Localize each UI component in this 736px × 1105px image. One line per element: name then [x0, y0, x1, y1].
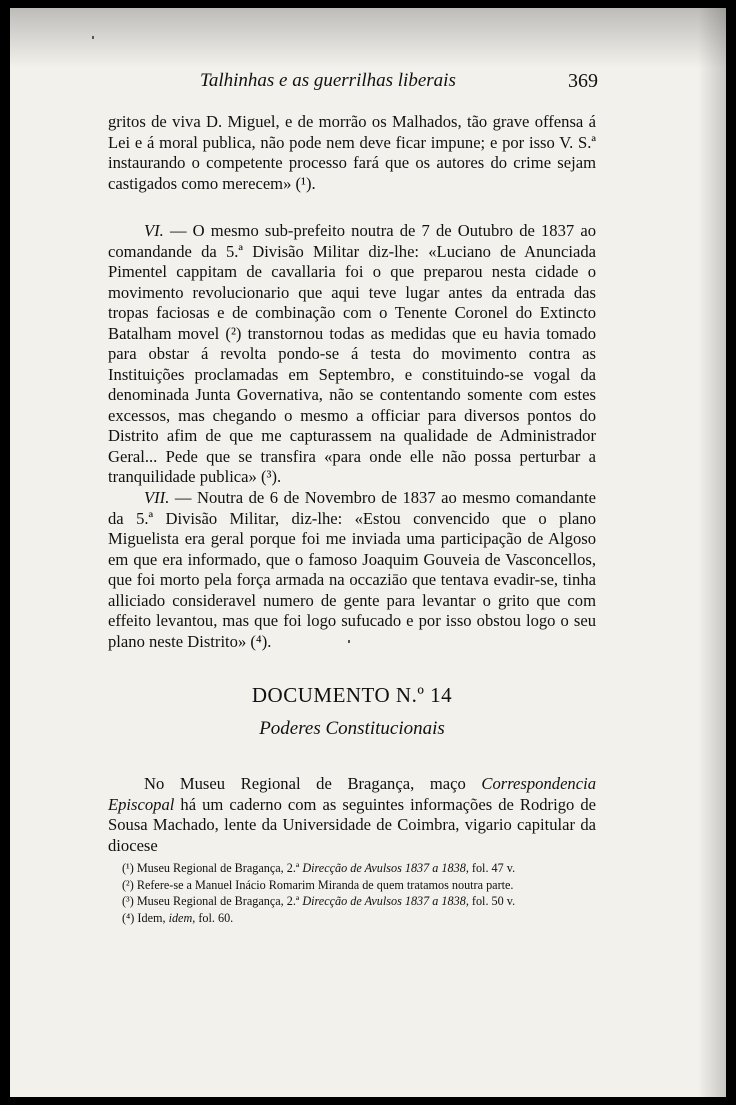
scan-speck: [92, 36, 94, 39]
document-title: DOCUMENTO N.º 14: [251, 683, 453, 707]
footnote-1: [122, 860, 592, 877]
paragraph-vi: [108, 221, 596, 488]
paragraph-doc14: [108, 774, 596, 856]
document-subtitle: Poderes Constitucionais: [259, 718, 445, 739]
scan-speck: [348, 640, 350, 643]
paragraph-1: [108, 112, 596, 194]
footnote-text: Museu Regional de Bragança, 2.ª: [133, 894, 303, 908]
page-number: 369: [568, 70, 598, 92]
section-label-vi: VI.: [144, 221, 164, 240]
paragraph-1-text: gritos de viva D. Miguel, e de morrão os Malhados, tão grave offensa á Lei e á moral publica, não pode nem deve ficar impune; e por isso V. S.ª instaurando o competente processo fará que os autores do crime sejam castigados como merecem» (¹).: [108, 112, 596, 193]
paragraph-doc14-after: há um caderno com as seguintes informações de Rodrigo de Sousa Machado, lente da Universidade de Coimbra, vigario capitular da diocese: [108, 794, 596, 855]
footnote-text-end: , fol. 50 v.: [465, 894, 516, 908]
footnote-text: Idem,: [134, 910, 169, 925]
footnote-3: [122, 893, 592, 910]
paragraph-doc14-before: No Museu Regional de Bragança, maço: [144, 774, 482, 793]
footnotes: [122, 860, 592, 926]
paragraph-vii-body: — Noutra de 6 de Novembro de 1837 ao mesmo comandante da 5.ª Divisão Militar, diz-lhe: «Estou convencido que o plano Miguelista era geral porque foi me inviada uma participação de Algoso em que era informado, que o famoso Joaquim Gouveia de Vasconcellos, que foi morto pela força armada na occaziāo que tentava evadir-se, tinha alliciado consideravel numero de gente para levantar o grito que com effeito levantou, mas que foi logo sufucado e por isso obstou logo o seu plano neste Distrito» (⁴).: [108, 488, 596, 651]
paragraph-vii: [108, 488, 596, 652]
footnote-italic: Direcção de Avulsos 1837 a 1838: [302, 894, 466, 908]
paragraph-vii-text: [108, 488, 596, 652]
running-header: Talhinhas e as guerrilhas liberais: [200, 70, 456, 91]
book-page: [10, 8, 726, 1097]
paragraph-doc14-italic: Correspondencia Episcopal: [108, 774, 596, 814]
footnote-text: Refere-se a Manuel Inácio Romarim Miranda de quem tratamos noutra parte.: [133, 877, 514, 892]
footnote-italic: idem: [168, 910, 193, 925]
paragraph-doc14-text: [108, 774, 596, 856]
footnote-text-end: , fol. 60.: [192, 910, 234, 925]
paragraph-vi-text: [108, 221, 596, 488]
footnote-4: [122, 910, 592, 927]
footnote-mark: (³): [122, 894, 134, 908]
section-label-vii: VII.: [144, 488, 170, 507]
footnote-mark: (⁴): [122, 910, 135, 925]
footnote-mark: (²): [122, 877, 134, 892]
footnote-italic: Direcção de Avulsos 1837 a 1838: [302, 861, 466, 875]
footnote-2: [122, 877, 592, 894]
footnote-text-end: , fol. 47 v.: [465, 861, 516, 875]
footnote-text: Museu Regional de Bragança, 2.ª: [133, 861, 303, 875]
paragraph-vi-body: — O mesmo sub-prefeito noutra de 7 de Outubro de 1837 ao comandande da 5.ª Divisão Militar diz-lhe: «Luciano de Anunciada Pimentel cappitam de cavallaria foi o que preparou nesta cidade o movimento revolucionario que aqui teve lugar antes da entrada das tropas faciosas e de combinação com o Tenente Coronel do Extincto Batalham movel (²) transtornou todas as medidas que eu havia tomado para obstar á revolta pondo-se á testa do movimento contra as Instituições proclamadas em Septembro, e constituindo-se vogal da denominada Junta Governativa, não se contentando somente com estes excessos, mas chegando o mesmo a officiar para diversos pontos do Distrito afim de que me capturassem na qualidade de Administrador Geral... Pede que se transfira «para onde elle não possa perturbar a tranquilidade publica» (³).: [108, 221, 596, 486]
footnote-mark: (¹): [122, 861, 134, 875]
